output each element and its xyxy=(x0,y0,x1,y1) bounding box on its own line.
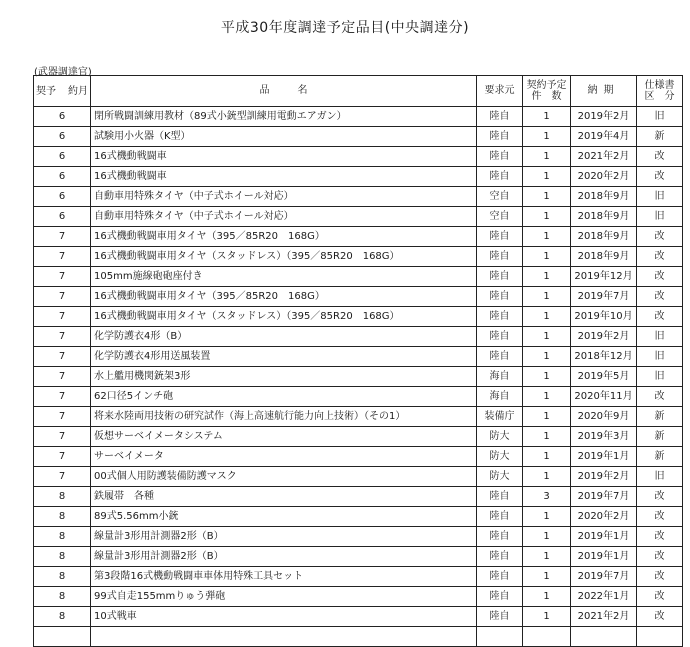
cell-item-name: 線量計3形用計測器2形（B） xyxy=(91,547,477,567)
cell-contract-count: 1 xyxy=(523,427,571,447)
cell-contract-month: 8 xyxy=(34,587,91,607)
cell-requester: 陸自 xyxy=(477,507,523,527)
cell-contract-count: 1 xyxy=(523,607,571,627)
table-row xyxy=(34,147,683,167)
header-contract-count xyxy=(523,76,571,107)
cell-item-name: 第3段階16式機動戦闘車車体用特殊工具セット xyxy=(91,567,477,587)
cell-requester: 海自 xyxy=(477,367,523,387)
cell-requester: 陸自 xyxy=(477,587,523,607)
procurement-table xyxy=(33,75,683,647)
cell-item-name: 試験用小火器（K型） xyxy=(91,127,477,147)
cell-requester: 空自 xyxy=(477,207,523,227)
table-row xyxy=(34,487,683,507)
cell-spec-category: 改 xyxy=(637,587,683,607)
cell-contract-month: 7 xyxy=(34,307,91,327)
cell-delivery: 2020年9月 xyxy=(571,407,637,427)
cell-contract-month: 7 xyxy=(34,247,91,267)
cell-requester: 陸自 xyxy=(477,547,523,567)
cell-item-name: 16式機動戦闘車 xyxy=(91,147,477,167)
cell-delivery: 2018年12月 xyxy=(571,347,637,367)
cell-contract-month: 7 xyxy=(34,367,91,387)
cell-requester: 装備庁 xyxy=(477,407,523,427)
cell-delivery: 2021年2月 xyxy=(571,607,637,627)
table-row xyxy=(34,107,683,127)
cell-item-name: 自動車用特殊タイヤ（中子式ホイール対応） xyxy=(91,207,477,227)
cell-contract-count: 1 xyxy=(523,407,571,427)
cell-spec-category: 改 xyxy=(637,307,683,327)
cell-item-name: 線量計3形用計測器2形（B） xyxy=(91,527,477,547)
cell-contract-count: 1 xyxy=(523,107,571,127)
cell-requester: 陸自 xyxy=(477,147,523,167)
cell-contract-month: 6 xyxy=(34,127,91,147)
cell-partial xyxy=(523,627,571,647)
cell-requester: 空自 xyxy=(477,187,523,207)
table-row xyxy=(34,327,683,347)
cell-spec-category: 改 xyxy=(637,227,683,247)
cell-spec-category: 改 xyxy=(637,527,683,547)
cell-item-name: 自動車用特殊タイヤ（中子式ホイール対応） xyxy=(91,187,477,207)
cell-contract-count: 1 xyxy=(523,127,571,147)
cell-item-name: 仮想サーベイメータシステム xyxy=(91,427,477,447)
table-row xyxy=(34,247,683,267)
header-spec-category xyxy=(637,76,683,107)
cell-spec-category: 改 xyxy=(637,567,683,587)
cell-spec-category: 改 xyxy=(637,147,683,167)
cell-contract-month: 6 xyxy=(34,207,91,227)
header-delivery: 納期 xyxy=(571,76,637,107)
cell-item-name: 16式機動戦闘車用タイヤ（395／85R20 168G） xyxy=(91,227,477,247)
cell-spec-category: 改 xyxy=(637,387,683,407)
cell-delivery: 2019年1月 xyxy=(571,447,637,467)
cell-delivery: 2019年2月 xyxy=(571,107,637,127)
cell-requester: 陸自 xyxy=(477,127,523,147)
cell-delivery: 2019年1月 xyxy=(571,547,637,567)
cell-spec-category: 旧 xyxy=(637,347,683,367)
cell-contract-count: 1 xyxy=(523,307,571,327)
cell-delivery: 2020年2月 xyxy=(571,167,637,187)
table-body xyxy=(34,107,683,647)
cell-spec-category: 旧 xyxy=(637,107,683,127)
cell-contract-month: 7 xyxy=(34,387,91,407)
cell-delivery: 2019年5月 xyxy=(571,367,637,387)
cell-delivery: 2019年7月 xyxy=(571,487,637,507)
cell-requester: 陸自 xyxy=(477,107,523,127)
cell-contract-month: 7 xyxy=(34,287,91,307)
table-row xyxy=(34,607,683,627)
cell-item-name: 鉄履帯 各種 xyxy=(91,487,477,507)
cell-spec-category: 旧 xyxy=(637,367,683,387)
cell-item-name: 10式戦車 xyxy=(91,607,477,627)
cell-contract-month: 7 xyxy=(34,227,91,247)
header-qty-line1: 契約予定 xyxy=(526,80,567,91)
cell-contract-month: 8 xyxy=(34,607,91,627)
cell-contract-count: 1 xyxy=(523,267,571,287)
table-row xyxy=(34,207,683,227)
cell-spec-category: 新 xyxy=(637,407,683,427)
cell-delivery: 2019年12月 xyxy=(571,267,637,287)
page-title: 平成30年度調達予定品目(中央調達分) xyxy=(220,20,470,36)
cell-spec-category: 新 xyxy=(637,427,683,447)
cell-delivery: 2019年2月 xyxy=(571,467,637,487)
cell-delivery: 2019年3月 xyxy=(571,427,637,447)
cell-spec-category: 新 xyxy=(637,127,683,147)
table-row xyxy=(34,507,683,527)
cell-item-name: 16式機動戦闘車用タイヤ（スタッドレス）（395／85R20 168G） xyxy=(91,307,477,327)
cell-spec-category: 旧 xyxy=(637,327,683,347)
cell-item-name: 水上艦用機関銃架3形 xyxy=(91,367,477,387)
cell-item-name: 16式機動戦闘車 xyxy=(91,167,477,187)
header-cat-line1: 仕様書 xyxy=(644,80,675,91)
cell-contract-month: 7 xyxy=(34,427,91,447)
cell-contract-month: 7 xyxy=(34,407,91,427)
cell-delivery: 2018年9月 xyxy=(571,187,637,207)
table-row xyxy=(34,447,683,467)
cell-spec-category: 旧 xyxy=(637,187,683,207)
cell-requester: 陸自 xyxy=(477,267,523,287)
cell-requester: 陸自 xyxy=(477,567,523,587)
cell-spec-category: 旧 xyxy=(637,207,683,227)
cell-partial xyxy=(571,627,637,647)
cell-contract-month: 8 xyxy=(34,567,91,587)
cell-delivery: 2018年9月 xyxy=(571,207,637,227)
cell-spec-category: 改 xyxy=(637,507,683,527)
cell-contract-month: 6 xyxy=(34,187,91,207)
cell-contract-month: 6 xyxy=(34,167,91,187)
cell-partial xyxy=(637,627,683,647)
table-row xyxy=(34,347,683,367)
cell-delivery: 2020年2月 xyxy=(571,507,637,527)
header-qty-line2: 件 数 xyxy=(531,91,562,102)
cell-requester: 陸自 xyxy=(477,327,523,347)
department-label: (武器調達官) xyxy=(34,67,92,78)
cell-contract-month: 8 xyxy=(34,547,91,567)
cell-contract-month: 8 xyxy=(34,527,91,547)
cell-requester: 陸自 xyxy=(477,167,523,187)
header-month-left: 契予 xyxy=(36,85,56,97)
table-row xyxy=(34,307,683,327)
cell-item-name: 化学防護衣4形（B） xyxy=(91,327,477,347)
cell-partial xyxy=(91,627,477,647)
cell-contract-count: 1 xyxy=(523,547,571,567)
cell-delivery: 2019年1月 xyxy=(571,527,637,547)
cell-item-name: 16式機動戦闘車用タイヤ（スタッドレス）（395／85R20 168G） xyxy=(91,247,477,267)
cell-delivery: 2021年2月 xyxy=(571,147,637,167)
cell-spec-category: 改 xyxy=(637,487,683,507)
cell-item-name: 99式自走155mmりゅう弾砲 xyxy=(91,587,477,607)
cell-delivery: 2022年1月 xyxy=(571,587,637,607)
table-row xyxy=(34,467,683,487)
cell-contract-month: 6 xyxy=(34,107,91,127)
table-row xyxy=(34,407,683,427)
cell-delivery: 2019年2月 xyxy=(571,327,637,347)
cell-contract-month: 7 xyxy=(34,447,91,467)
header-month-right: 約月 xyxy=(68,85,88,97)
table-row xyxy=(34,567,683,587)
cell-contract-count: 1 xyxy=(523,147,571,167)
table-row xyxy=(34,547,683,567)
header-requester: 要求元 xyxy=(477,76,523,107)
cell-delivery: 2019年10月 xyxy=(571,307,637,327)
cell-item-name: 62口径5インチ砲 xyxy=(91,387,477,407)
cell-partial xyxy=(34,627,91,647)
cell-item-name: 将来水陸両用技術の研究試作（海上高速航行能力向上技術）（その1） xyxy=(91,407,477,427)
header-contract-month xyxy=(34,76,91,107)
cell-requester: 陸自 xyxy=(477,607,523,627)
header-item-name: 品名 xyxy=(91,76,477,107)
cell-contract-month: 8 xyxy=(34,487,91,507)
cell-contract-count: 1 xyxy=(523,287,571,307)
table-row xyxy=(34,227,683,247)
cell-item-name: 105mm施線砲砲座付き xyxy=(91,267,477,287)
cell-contract-count: 1 xyxy=(523,467,571,487)
table-row xyxy=(34,387,683,407)
table-row xyxy=(34,287,683,307)
cell-delivery: 2018年9月 xyxy=(571,227,637,247)
cell-spec-category: 改 xyxy=(637,607,683,627)
table-row xyxy=(34,367,683,387)
cell-delivery: 2019年7月 xyxy=(571,287,637,307)
cell-contract-month: 8 xyxy=(34,507,91,527)
cell-item-name: 00式個人用防護装備防護マスク xyxy=(91,467,477,487)
cell-contract-count: 1 xyxy=(523,567,571,587)
cell-requester: 陸自 xyxy=(477,227,523,247)
cell-requester: 陸自 xyxy=(477,247,523,267)
table-row xyxy=(34,187,683,207)
cell-contract-count: 1 xyxy=(523,387,571,407)
cell-contract-count: 1 xyxy=(523,247,571,267)
cell-spec-category: 新 xyxy=(637,447,683,467)
cell-contract-count: 3 xyxy=(523,487,571,507)
cell-contract-month: 7 xyxy=(34,347,91,367)
header-cat-line2: 区 分 xyxy=(644,91,675,102)
cell-contract-count: 1 xyxy=(523,227,571,247)
cell-requester: 陸自 xyxy=(477,527,523,547)
cell-delivery: 2020年11月 xyxy=(571,387,637,407)
cell-delivery: 2018年9月 xyxy=(571,247,637,267)
cell-requester: 陸自 xyxy=(477,307,523,327)
cell-item-name: 閉所戦闘訓練用教材（89式小銃型訓練用電動エアガン） xyxy=(91,107,477,127)
cell-contract-count: 1 xyxy=(523,527,571,547)
cell-spec-category: 改 xyxy=(637,167,683,187)
cell-delivery: 2019年7月 xyxy=(571,567,637,587)
cell-contract-month: 7 xyxy=(34,327,91,347)
table-row-partial xyxy=(34,627,683,647)
cell-requester: 陸自 xyxy=(477,487,523,507)
cell-requester: 海自 xyxy=(477,387,523,407)
cell-contract-month: 7 xyxy=(34,267,91,287)
cell-spec-category: 改 xyxy=(637,247,683,267)
cell-requester: 陸自 xyxy=(477,287,523,307)
cell-requester: 陸自 xyxy=(477,347,523,367)
table-row xyxy=(34,427,683,447)
cell-contract-count: 1 xyxy=(523,167,571,187)
cell-contract-month: 6 xyxy=(34,147,91,167)
cell-item-name: 16式機動戦闘車用タイヤ（395／85R20 168G） xyxy=(91,287,477,307)
cell-contract-count: 1 xyxy=(523,367,571,387)
cell-contract-count: 1 xyxy=(523,447,571,467)
cell-item-name: サーベイメータ xyxy=(91,447,477,467)
table-row xyxy=(34,127,683,147)
cell-contract-count: 1 xyxy=(523,507,571,527)
cell-requester: 防大 xyxy=(477,447,523,467)
cell-contract-count: 1 xyxy=(523,347,571,367)
cell-spec-category: 改 xyxy=(637,267,683,287)
cell-requester: 防大 xyxy=(477,427,523,447)
cell-contract-count: 1 xyxy=(523,327,571,347)
cell-contract-month: 7 xyxy=(34,467,91,487)
table-row xyxy=(34,167,683,187)
cell-contract-count: 1 xyxy=(523,207,571,227)
cell-spec-category: 旧 xyxy=(637,467,683,487)
cell-item-name: 化学防護衣4形用送風装置 xyxy=(91,347,477,367)
table-header xyxy=(34,76,683,107)
table-row xyxy=(34,527,683,547)
cell-item-name: 89式5.56mm小銃 xyxy=(91,507,477,527)
cell-delivery: 2019年4月 xyxy=(571,127,637,147)
cell-requester: 防大 xyxy=(477,467,523,487)
cell-spec-category: 改 xyxy=(637,287,683,307)
cell-contract-count: 1 xyxy=(523,587,571,607)
cell-contract-count: 1 xyxy=(523,187,571,207)
cell-partial xyxy=(477,627,523,647)
cell-spec-category: 改 xyxy=(637,547,683,567)
table-row xyxy=(34,267,683,287)
table-row xyxy=(34,587,683,607)
